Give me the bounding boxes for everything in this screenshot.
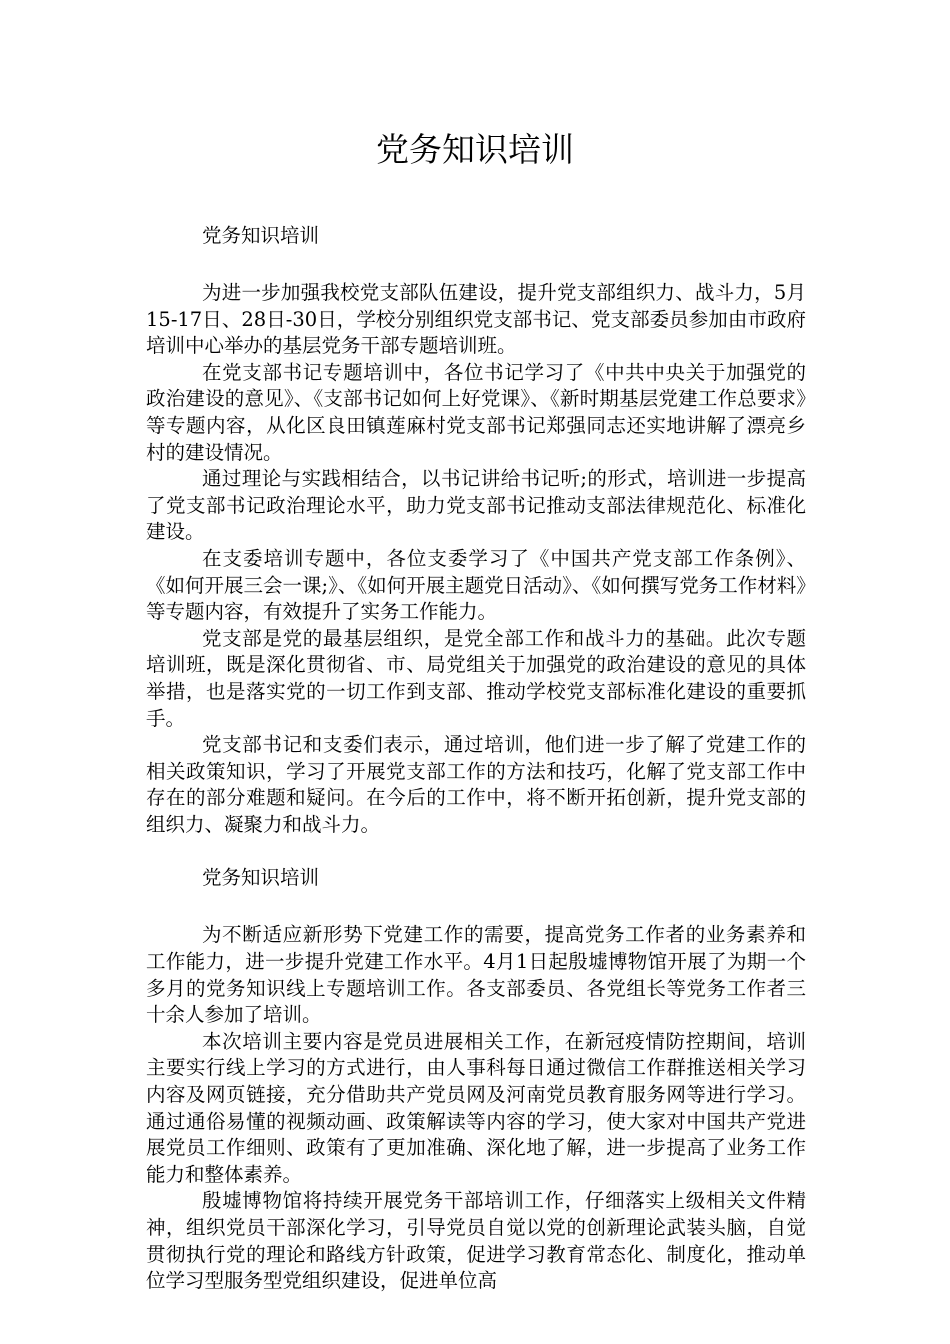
- section-1: [146, 222, 806, 838]
- paragraph: 为不断适应新形势下党建工作的需要，提高党务工作者的业务素养和工作能力，进一步提升党建工作水平。4月1日起殷墟博物馆开展了为期一个多月的党务知识线上专题培训工作。各支部委员、各党组长等党务工作者三十余人参加了培训。: [146, 923, 806, 1027]
- paragraph: 党支部是党的最基层组织，是党全部工作和战斗力的基础。此次专题培训班，既是深化贯彻省、市、局党组关于加强党的政治建设的意见的具体举措，也是落实党的一切工作到支部、推动学校党支部标准化建设的重要抓手。: [146, 626, 806, 730]
- section-heading: 党务知识培训: [202, 224, 320, 247]
- section-2: [146, 864, 806, 1294]
- paragraph: 党支部书记和支委们表示，通过培训，他们进一步了解了党建工作的相关政策知识，学习了开展党支部工作的方法和技巧，化解了党支部工作中存在的部分难题和疑问。在今后的工作中，将不断开拓创新，提升党支部的组织力、凝聚力和战斗力。: [146, 733, 806, 836]
- paragraph: 本次培训主要内容是党员进展相关工作，在新冠疫情防控期间，培训主要实行线上学习的方式进行，由人事科每日通过微信工作群推送相关学习内容及网页链接，充分借助共产党员网及河南党员教育服务网等进行学习。通过通俗易懂的视频动画、政策解读等内容的学习，使大家对中国共产党进展党员工作细则、政策有了更加准确、深化地了解，进一步提高了业务工作能力和整体素养。: [146, 1029, 806, 1186]
- document-body: [146, 222, 806, 1295]
- paragraph: 通过理论与实践相结合，以书记讲给书记听;的形式，培训进一步提高了党支部书记政治理论水平，助力党支部书记推动支部法律规范化、标准化建设。: [146, 467, 806, 544]
- section-heading: 党务知识培训: [202, 866, 320, 890]
- paragraph: 殷墟博物馆将持续开展党务干部培训工作，仔细落实上级相关文件精神，组织党员干部深化学习，引导党员自觉以党的创新理论武装头脑，自觉贯彻执行党的理论和路线方针政策，促进学习教育常态化、制度化，推动单位学习型服务型党组织建设，促进单位高: [146, 1189, 806, 1293]
- paragraph: 为进一步加强我校党支部队伍建设，提升党支部组织力、战斗力，5月15-17日、28日-30日，学校分别组织党支部书记、党支部委员参加由市政府培训中心举办的基层党务干部专题培训班。: [146, 281, 806, 358]
- paragraph: 在支委培训专题中，各位支委学习了《中国共产党支部工作条例》、《如何开展三会一课;》、《如何开展主题党日活动》、《如何撰写党务工作材料》等专题内容，有效提升了实务工作能力。: [146, 546, 806, 624]
- paragraph: 在党支部书记专题培训中，各位书记学习了《中共中央关于加强党的政治建设的意见》、《支部书记如何上好党课》、《新时期基层党建工作总要求》等专题内容，从化区良田镇莲麻村党支部书记郑强同志还实地讲解了漂亮乡村的建设情况。: [146, 360, 806, 464]
- document-title: 党务知识培训: [376, 130, 574, 169]
